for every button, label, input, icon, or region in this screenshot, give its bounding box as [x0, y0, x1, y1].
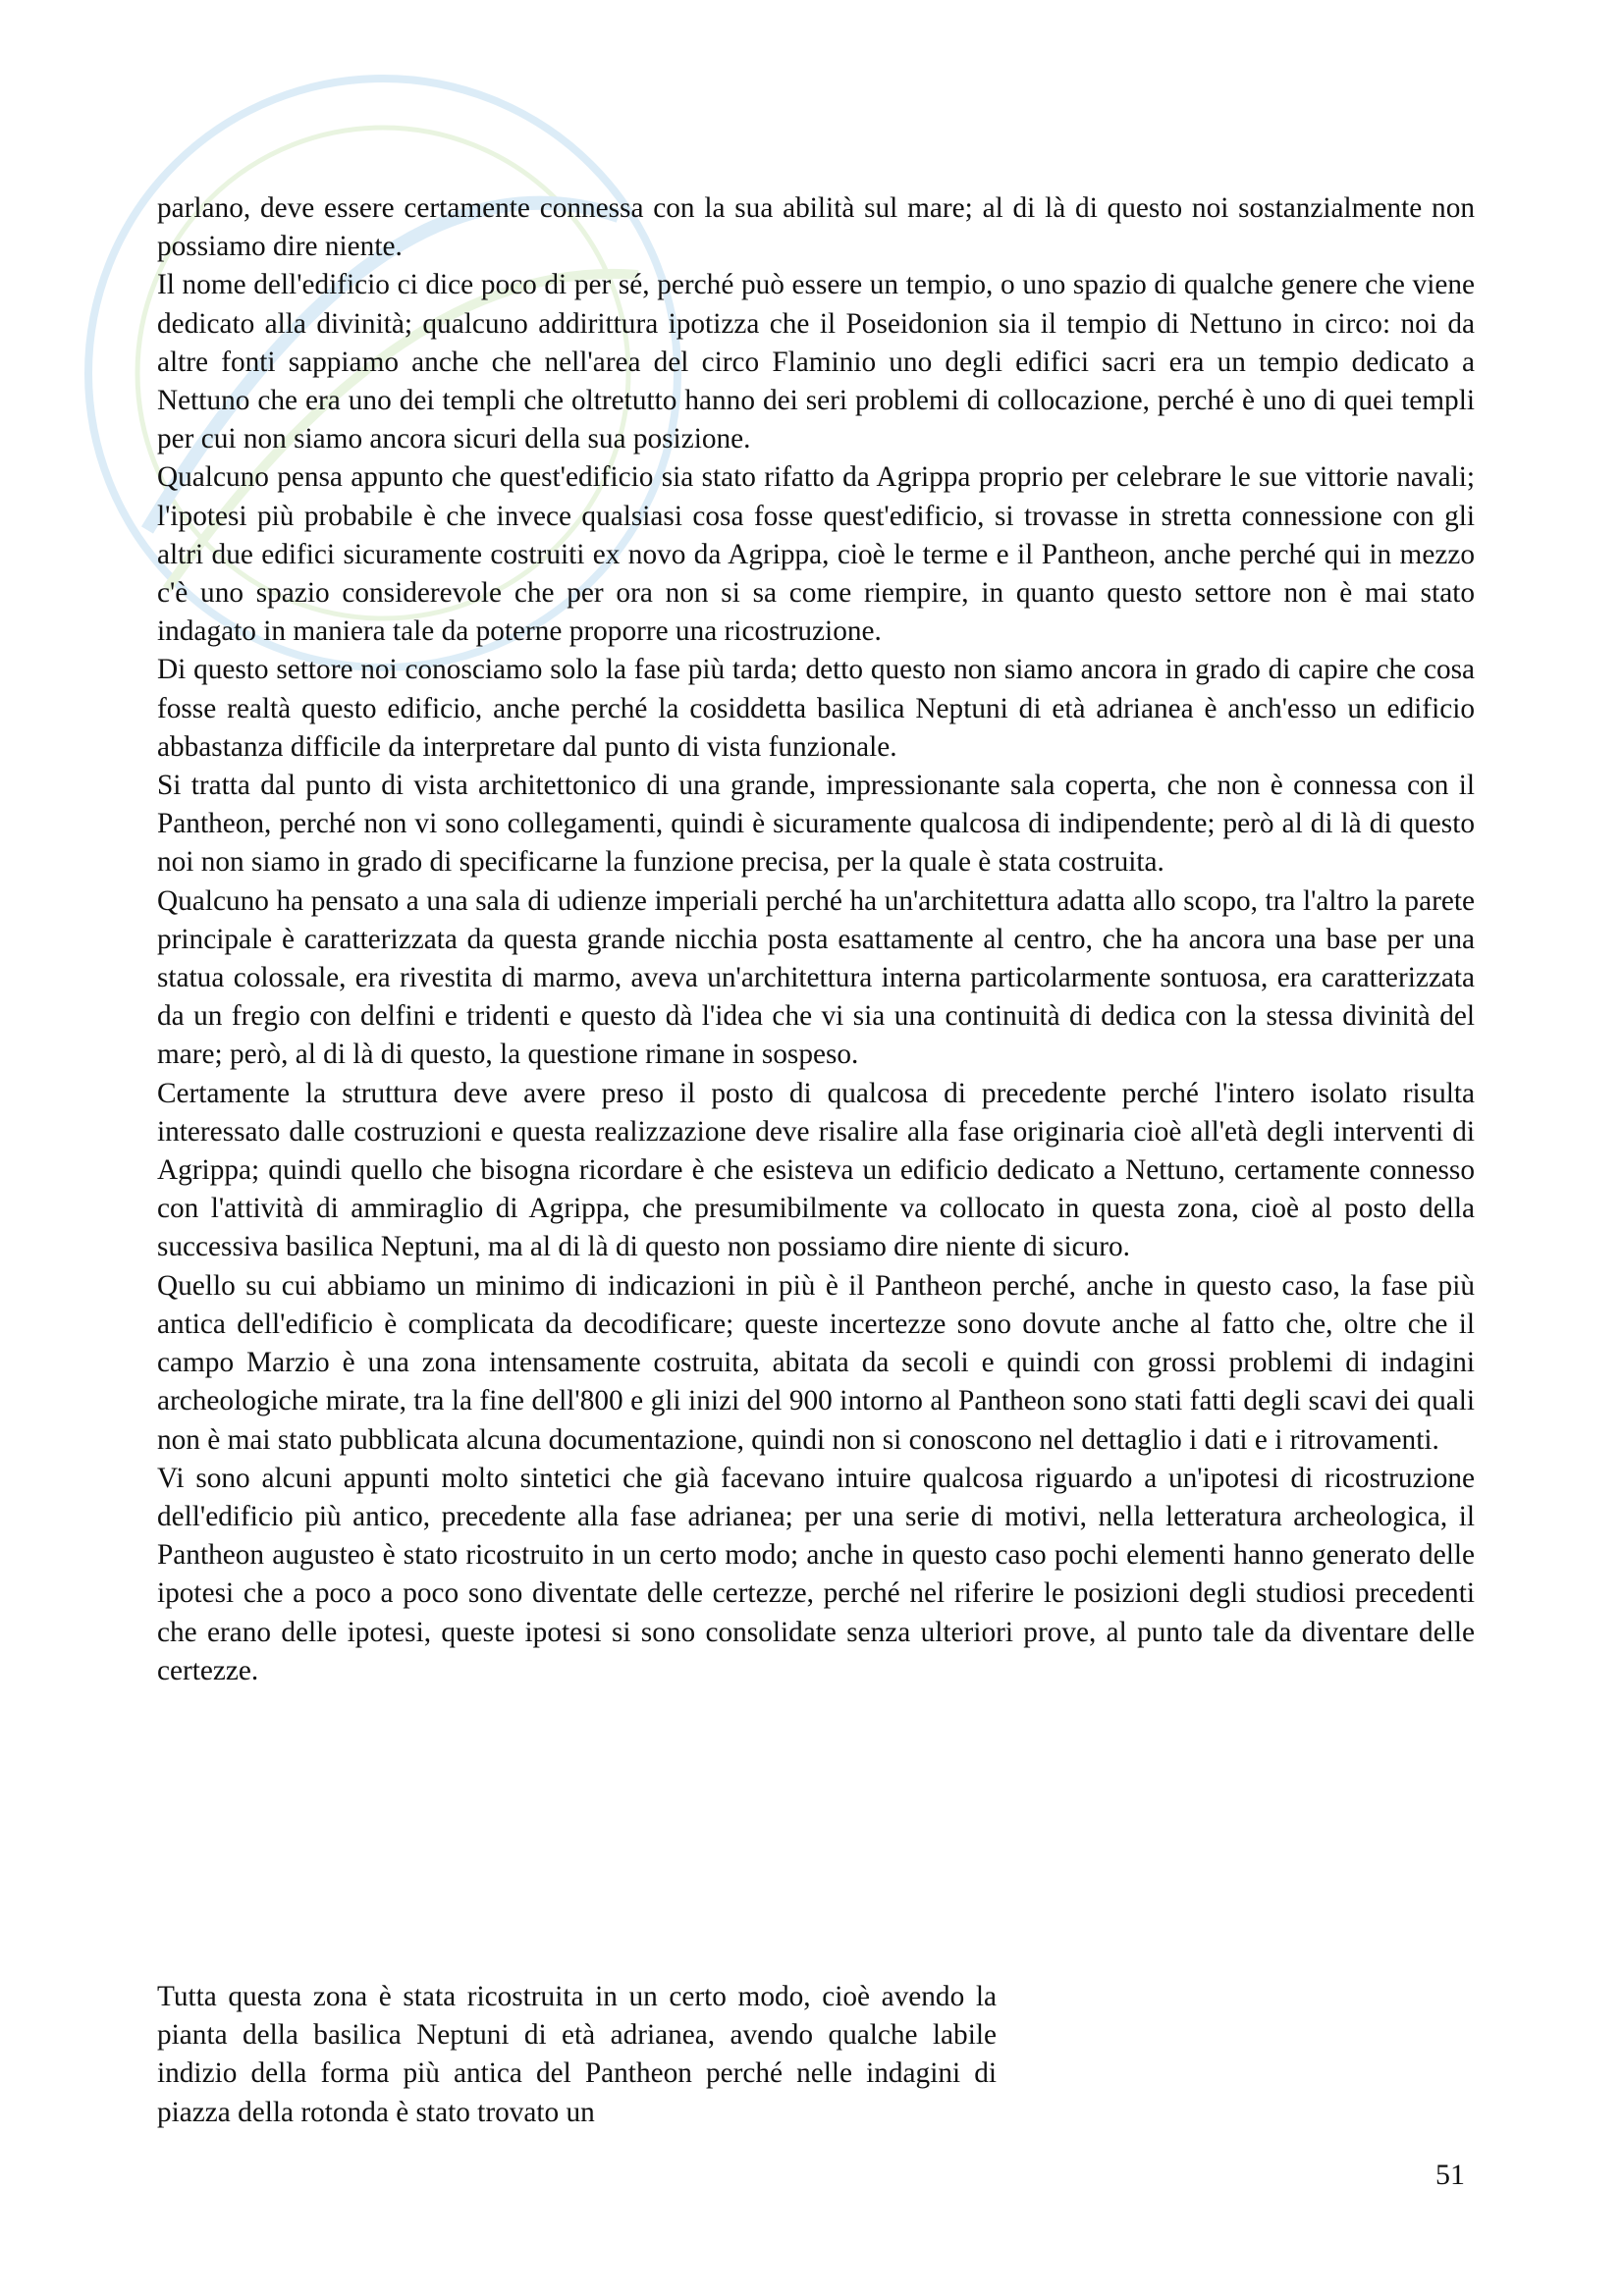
paragraph: Di questo settore noi conosciamo solo la fase più tarda; detto questo non siamo ancora in grado di capire che cosa fosse realtà questo edificio, anche perché la cosiddetta basilica Neptuni di età adrianea è anch'esso un edificio abbastanza difficile da interpretare dal punto di vista funzionale. — [157, 654, 1475, 763]
paragraph: parlano, deve essere certamente connessa con la sua abilità sul mare; al di là di questo noi sostanzialmente non possiamo dire niente. — [157, 192, 1475, 263]
paragraph: Vi sono alcuni appunti molto sintetici che già facevano intuire qualcosa riguardo a un'ipotesi di ricostruzione dell'edificio più antico, precedente alla fase adrianea; per una serie di motivi, nella letteratura archeologica, il Pantheon augusteo è stato ricostruito in un certo modo; anche in questo caso pochi elementi hanno generato delle ipotesi che a poco a poco sono diventate delle certezze, perché nel riferire le posizioni degli studiosi precedenti che erano delle ipotesi, queste ipotesi si sono consolidate senza ulteriori prove, al punto tale da diventare delle certezze. — [157, 1462, 1475, 1686]
paragraph: Qualcuno ha pensato a una sala di udienze imperiali perché ha un'architettura adatta allo scopo, tra l'altro la parete principale è caratterizzata da questa grande nicchia posta esattamente al centro, che ha ancora una base per una statua colossale, era rivestita di marmo, aveva un'architettura interna particolarmente sontuosa, era caratterizzata da un fregio con delfini e tridenti e questo dà l'idea che vi sia una continuità di dedica con la stessa divinità del mare; però, al di là di questo, la questione rimane in sospeso. — [157, 884, 1475, 1071]
page-number: 51 — [1435, 2159, 1465, 2191]
paragraph: Si tratta dal punto di vista architettonico di una grande, impressionante sala coperta, che non è connessa con il Pantheon, perché non vi sono collegamenti, quindi è sicuramente qualcosa di indipendente; però al di là di questo noi non siamo in grado di specificarne la funzione precisa, per la quale è stata costruita. — [157, 770, 1475, 879]
paragraph: Certamente la struttura deve avere preso il posto di qualcosa di precedente perché l'intero isolato risulta interessato dalle costruzioni e questa realizzazione deve risalire alla fase originaria cioè all'età degli interventi di Agrippa; quindi quello che bisogna ricordare è che esisteva un edificio dedicato a Nettuno, certamente connesso con l'attività di ammiraglio di Agrippa, che presumibilmente va collocato in questa zona, cioè al posto della successiva basilica Neptuni, ma al di là di questo non possiamo dire niente di sicuro. — [157, 1077, 1475, 1263]
paragraph: Qualcuno pensa appunto che quest'edificio sia stato rifatto da Agrippa proprio per celebrare le sue vittorie navali; l'ipotesi più probabile è che invece qualsiasi cosa fosse quest'edificio, si trovasse in stretta connessione con gli altri due edifici sicuramente costruiti ex novo da Agrippa, cioè le terme e il Pantheon, anche perché qui in mezzo c'è uno spazio considerevole che per ora non si sa come riempire, in quanto questo settore non è mai stato indagato in maniera tale da poterne proporre una ricostruzione. — [157, 461, 1475, 648]
body-text — [157, 189, 1475, 1690]
final-paragraph-block — [157, 1978, 997, 2132]
paragraph: Quello su cui abbiamo un minimo di indicazioni in più è il Pantheon perché, anche in questo caso, la fase più antica dell'edificio è complicata da decodificare; queste incertezze sono dovute anche al fatto che, oltre che il campo Marzio è una zona intensamente costruita, abitata da secoli e quindi con grossi problemi di indagini archeologiche mirate, tra la fine dell'800 e gli inizi del 900 intorno al Pantheon sono stati fatti degli scavi dei quali non è mai stato pubblicata alcuna documentazione, quindi non si conoscono nel dettaglio i dati e i ritrovamenti. — [157, 1269, 1475, 1456]
paragraph: Il nome dell'edificio ci dice poco di per sé, perché può essere un tempio, o uno spazio di qualche genere che viene dedicato alla divinità; qualcuno addirittura ipotizza che il Poseidonion sia il tempio di Nettuno in circo: noi da altre fonti sappiamo anche che nell'area del circo Flaminio uno degli edifici sacri era un tempio dedicato a Nettuno che era uno dei templi che oltretutto hanno dei seri problemi di collocazione, perché è uno di quei templi per cui non siamo ancora sicuri della sua posizione. — [157, 269, 1475, 455]
final-paragraph: Tutta questa zona è stata ricostruita in un certo modo, cioè avendo la pianta della basilica Neptuni di età adrianea, avendo qualche labile indizio della forma più antica del Pantheon perché nelle indagini di piazza della rotonda è stato trovato un — [157, 1981, 997, 2128]
